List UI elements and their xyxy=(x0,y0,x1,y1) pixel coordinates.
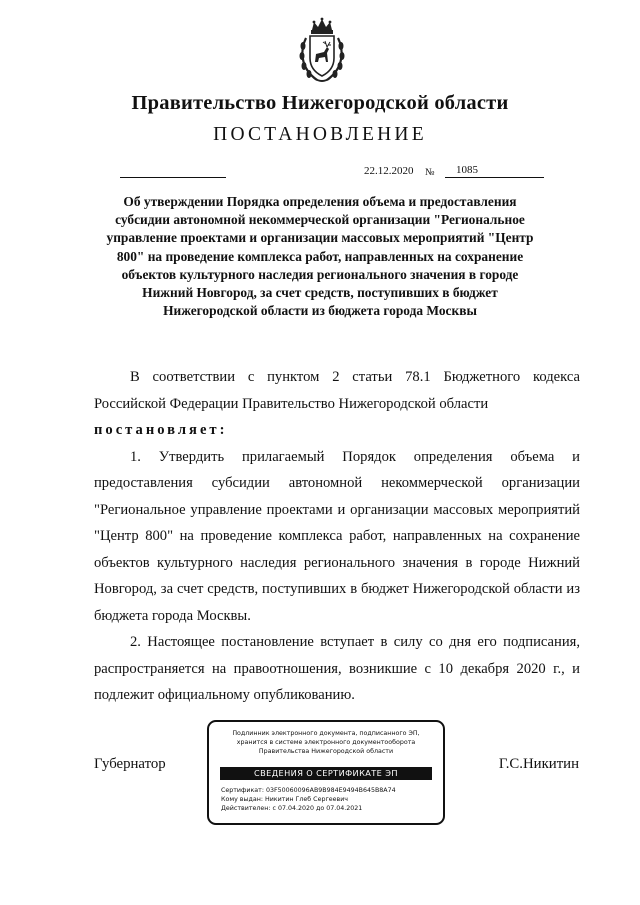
issued-to-label: Кому выдан: xyxy=(221,796,263,803)
government-title: Правительство Нижегородской области xyxy=(131,92,509,114)
signatory-position: Губернатор xyxy=(94,756,166,772)
validity-value: с 07.04.2020 до 07.04.2021 xyxy=(272,805,363,812)
document-date: 22.12.2020 xyxy=(364,165,414,177)
issued-to-row xyxy=(221,795,396,804)
validity-label: Действителен: xyxy=(221,805,271,812)
item-1: 1. Утвердить прилагаемый Порядок определения объема и предоставления субсидии автономной некоммерческой организации "Региональное управление проектами и организации массовых мероприятий "Центр 800" на проведение комплекса работ, направленных на сохранение объектов культурного наследия регионального значения в городе Нижний Новгород, за счет средств, поступивших в бюджет Нижегородской области из бюджета города Москвы. xyxy=(94,448,580,624)
document-number-field xyxy=(445,163,544,178)
blank-date-line xyxy=(120,177,226,178)
stamp-notice-line: хранится в системе электронного документооборота xyxy=(236,739,416,746)
validity-row xyxy=(221,804,396,813)
stamp-notice-line: Правительства Нижегородской области xyxy=(258,748,394,755)
certificate-row xyxy=(221,786,396,795)
signatory-name: Г.С.Никитин xyxy=(498,756,579,772)
number-sign: № xyxy=(425,167,435,178)
stamp-details xyxy=(221,786,396,813)
preamble: В соответствии с пунктом 2 статьи 78.1 Бюджетного кодекса Российской Федерации Правительство Нижегородской области xyxy=(94,369,580,412)
decree-word: постановляет: xyxy=(94,422,228,438)
coat-of-arms-icon xyxy=(297,16,347,86)
document-body xyxy=(94,364,580,709)
stamp-notice-line: Подлинник электронного документа, подписанного ЭП, xyxy=(232,730,420,737)
item-2: 2. Настоящее постановление вступает в силу со дня его подписания, распространяется на правоотношения, возникшие с 10 декабря 2020 г., и подлежит официальному опубликованию. xyxy=(94,634,580,703)
certificate-label: Сертификат: xyxy=(221,787,264,794)
issued-to-value: Никитин Глеб Сергеевич xyxy=(264,796,349,803)
stamp-notice xyxy=(209,729,443,756)
stamp-title: СВЕДЕНИЯ О СЕРТИФИКАТЕ ЭП xyxy=(220,767,432,780)
document-type: ПОСТАНОВЛЕНИЕ xyxy=(213,124,427,145)
document-heading: Об утверждении Порядка определения объема и предоставления субсидии автономной некоммерческой организации "Региональное управление проектами и организации массовых мероприятий "Центр 800" на проведение комплекса работ, направленных на сохранение объектов культурного наследия регионального значения в городе Нижний Новгород, за счет средств, поступивших в бюджет Нижегородской области из бюджета города Москвы xyxy=(106,194,534,319)
electronic-signature-stamp xyxy=(207,720,445,825)
document-number: 1085 xyxy=(456,164,478,176)
certificate-value: 03F50060096AB9B984E9494B645B8A74 xyxy=(265,787,396,794)
